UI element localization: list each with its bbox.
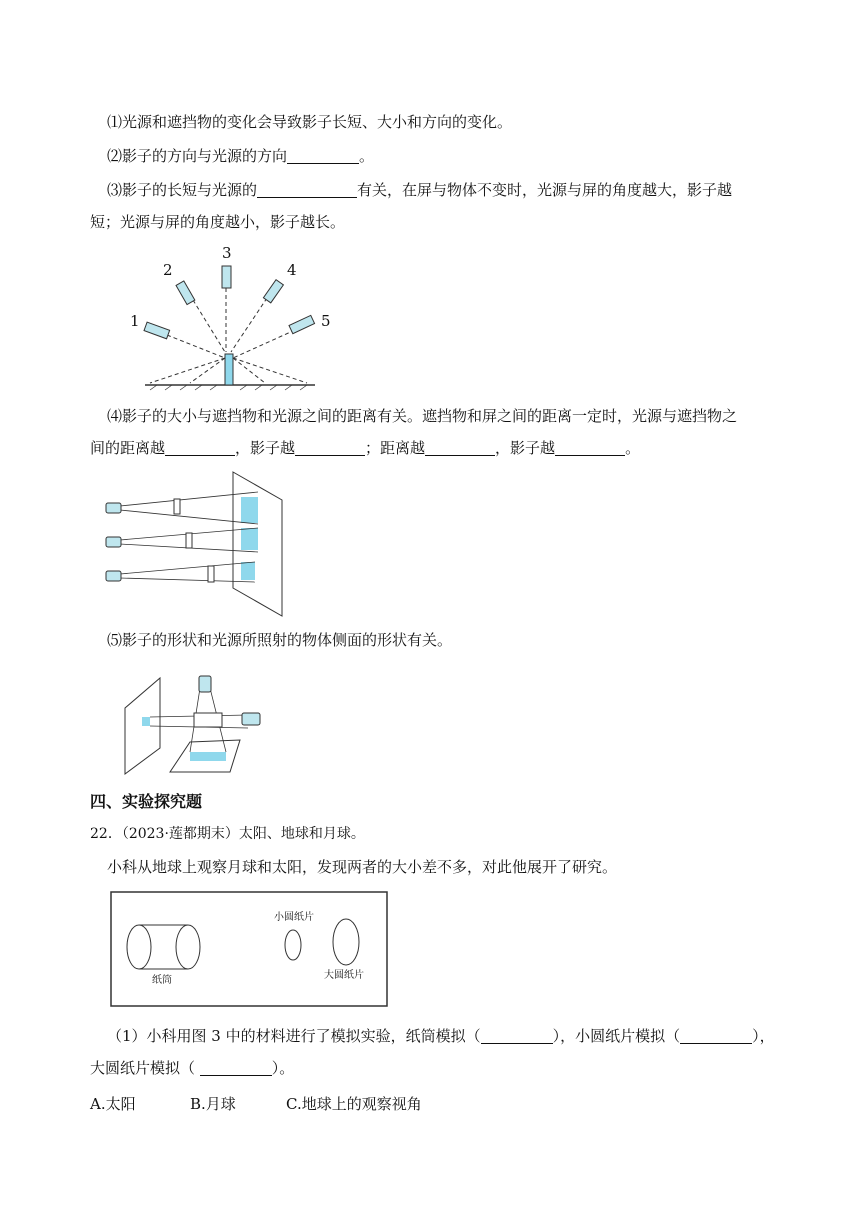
option-b[interactable]: B.月球 xyxy=(190,1095,236,1113)
question-1-text: 大圆纸片模拟（ xyxy=(90,1059,200,1077)
lamp-label: 2 xyxy=(163,261,173,279)
options xyxy=(90,1094,422,1114)
small-disc-label: 小圆纸片 xyxy=(274,912,314,923)
large-disc-label: 大圆纸片 xyxy=(324,970,364,981)
lamp-label: 4 xyxy=(287,261,297,279)
figure-materials xyxy=(110,890,390,1010)
item-2 xyxy=(107,146,374,166)
question-1-text: ）， xyxy=(752,1027,775,1045)
option-c[interactable]: C.地球上的观察视角 xyxy=(286,1095,422,1113)
figure-shape-side xyxy=(120,668,270,776)
item-2-end: 。 xyxy=(359,147,375,165)
figure-lamp-angles xyxy=(125,240,331,395)
answer-blank[interactable] xyxy=(295,439,365,456)
answer-blank[interactable] xyxy=(680,1027,752,1044)
answer-blank[interactable] xyxy=(165,439,235,456)
figure-distance-shadow xyxy=(100,470,285,620)
lamp-label: 5 xyxy=(321,312,331,330)
item-4-text: 间的距离越 xyxy=(90,439,166,457)
item-2-text: ⑵影子的方向与光源的方向 xyxy=(107,147,288,165)
question-1 xyxy=(107,1026,775,1046)
item-3-cont: 短；光源与屏的角度越小，影子越长。 xyxy=(90,213,346,231)
answer-blank[interactable] xyxy=(257,181,357,198)
item-4-cont xyxy=(90,438,640,458)
question-1-text: （1）小科用图 3 中的材料进行了模拟实验，纸筒模拟（ xyxy=(107,1027,481,1045)
item-4-text: ；距离越 xyxy=(365,439,426,457)
question-1-cont xyxy=(90,1058,294,1078)
question-1-end: ）。 xyxy=(271,1059,295,1077)
item-3 xyxy=(107,180,732,200)
answer-blank[interactable] xyxy=(481,1027,553,1044)
item-4: ⑷影子的大小与遮挡物和光源之间的距离有关。遮挡物和屏之间的距离一定时，光源与遮挡物之 xyxy=(107,407,738,425)
answer-blank[interactable] xyxy=(287,147,359,164)
answer-blank[interactable] xyxy=(555,439,625,456)
item-1: ⑴光源和遮挡物的变化会导致影子长短、大小和方向的变化。 xyxy=(107,113,513,131)
item-3-text-b: 有关，在屏与物体不变时，光源与屏的角度越大，影子越 xyxy=(357,181,733,199)
question-intro: 小科从地球上观察月球和太阳，发现两者的大小差不多，对此他展开了研究。 xyxy=(107,858,618,876)
question-header: 22．（2023·莲都期末）太阳、地球和月球。 xyxy=(90,826,365,842)
item-5: ⑸影子的形状和光源所照射的物体侧面的形状有关。 xyxy=(107,631,453,649)
item-4-text: ，影子越 xyxy=(495,439,556,457)
section-title: 四、实验探究题 xyxy=(90,792,203,811)
answer-blank[interactable] xyxy=(200,1059,272,1076)
answer-blank[interactable] xyxy=(425,439,495,456)
lamp-label: 1 xyxy=(130,312,140,330)
item-3-text-a: ⑶影子的长短与光源的 xyxy=(107,181,258,199)
lamp-label: 3 xyxy=(222,244,232,262)
tube-label: 纸筒 xyxy=(152,975,172,986)
item-4-end: 。 xyxy=(625,439,641,457)
question-1-text: ），小圆纸片模拟（ xyxy=(552,1027,681,1045)
item-4-text: ，影子越 xyxy=(235,439,296,457)
option-a[interactable]: A.太阳 xyxy=(90,1095,136,1113)
